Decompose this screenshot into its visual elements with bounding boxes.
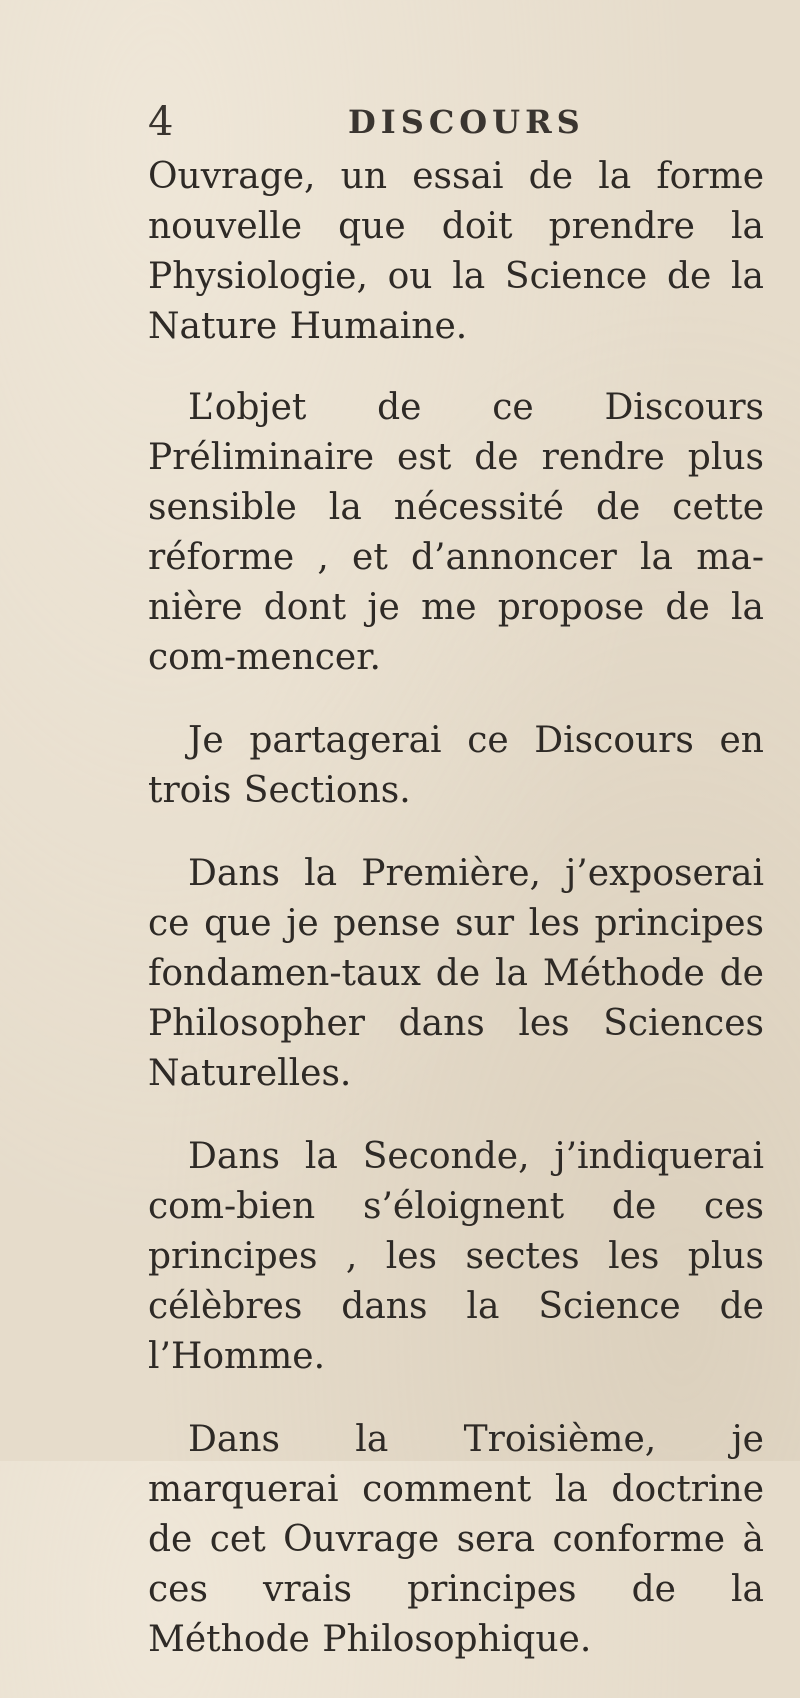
paragraph-troisieme: Dans la Troisième, je marquerai comment la doctrine de cet Ouvrage sera conforme à ces vrais principes de la Méthode Philosophique. [148,1419,764,1660]
page-number: 4 [148,99,174,145]
paragraph-premiere: Dans la Première, j’exposerai ce que je pense sur les principes fondamen-taux de la Méthode de Philosopher dans les Sciences Naturelles. [148,853,764,1094]
paragraph-seconde: Dans la Seconde, j’indiquerai com-bien s’éloignent de ces principes , les sectes les plus célèbres dans la Science de l’Homme. [148,1136,764,1377]
body-text [148,152,764,1698]
paragraph-continuation: Ouvrage, un essai de la forme nouvelle que doit prendre la Physiologie, ou la Science de la Nature Humaine. [148,156,764,347]
paragraph-sections: Je partagerai ce Discours en trois Sections. [148,720,764,811]
running-head [148,100,768,144]
paragraph-objet: L’objet de ce Discours Préliminaire est de rendre plus sensible la nécessité de cette réforme , et d’annoncer la ma-nière dont je me propose de la com-mencer. [148,387,764,678]
running-title: DISCOURS [348,103,585,141]
